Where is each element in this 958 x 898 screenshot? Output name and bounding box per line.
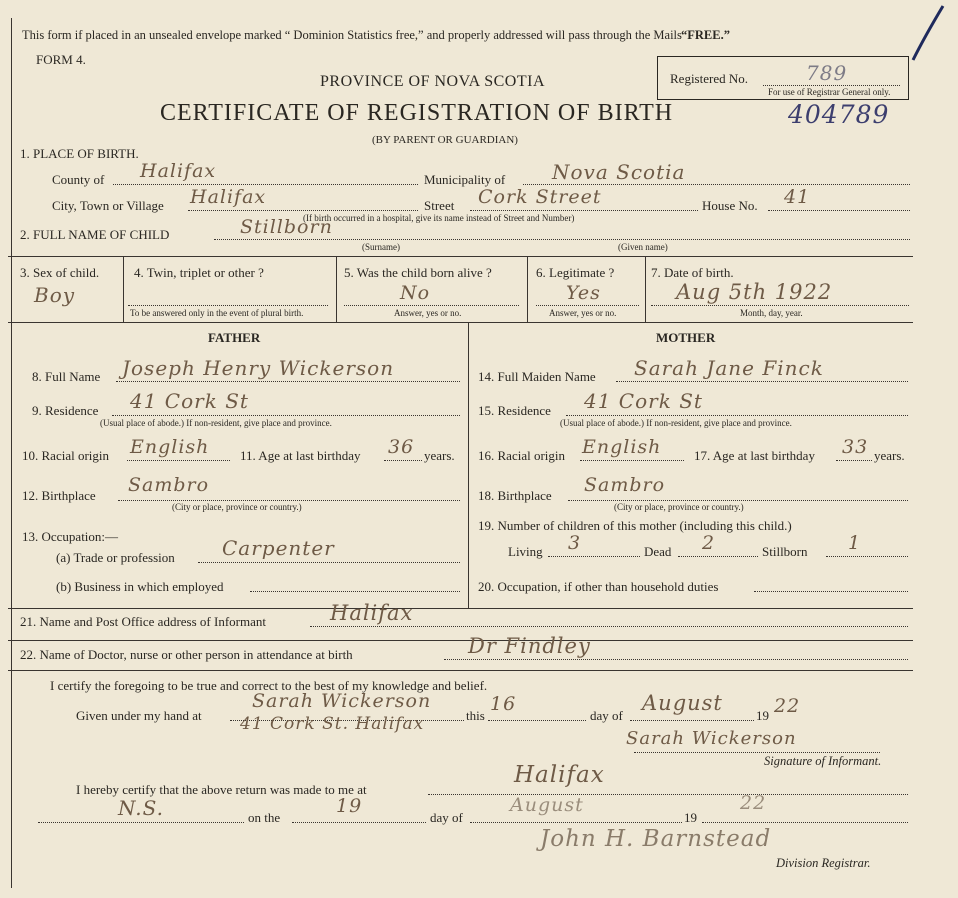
- date-note: Month, day, year.: [740, 308, 803, 318]
- registered-box: [657, 56, 909, 100]
- legit-label: 6. Legitimate ?: [536, 265, 615, 280]
- father-years: years.: [424, 448, 455, 463]
- subtitle: (BY PARENT OR GUARDIAN): [372, 134, 518, 146]
- divider: [527, 256, 528, 322]
- father-name-label: 8. Full Name: [32, 369, 101, 384]
- divider: [8, 256, 913, 257]
- informant-value: Halifax: [330, 601, 414, 625]
- municipality-value: Nova Scotia: [552, 160, 686, 184]
- municipality-label: Municipality of: [424, 172, 506, 187]
- given-label: Given under my hand at: [76, 708, 202, 723]
- given-value: Sarah Wickerson: [252, 690, 432, 712]
- form-number: FORM 4.: [36, 52, 86, 67]
- mother-years: years.: [874, 448, 905, 463]
- father-trade-value: Carpenter: [222, 536, 335, 560]
- hospital-note: (If birth occurred in a hospital, give its name instead of Street and Number): [303, 213, 575, 223]
- mail-free: “FREE.”: [681, 28, 730, 42]
- cert-day-value: 16: [490, 693, 517, 715]
- mother-res-label: 15. Residence: [478, 403, 551, 418]
- sex-label: 3. Sex of child.: [20, 265, 100, 280]
- street-label: Street: [424, 198, 455, 213]
- father-biz-label: (b) Business in which employed: [56, 579, 224, 594]
- registrar-line: I hereby certify that the above return was made to me at: [76, 782, 367, 797]
- divider: [8, 322, 913, 323]
- signature-caption: Signature of Informant.: [764, 754, 882, 768]
- living-label: Living: [508, 544, 543, 559]
- informant-label: 21. Name and Post Office address of Informant: [20, 614, 266, 629]
- father-res-note: (Usual place of abode.) If non-resident, give place and province.: [100, 418, 332, 428]
- registrar-caption: Division Registrar.: [776, 856, 871, 870]
- mother-race-value: English: [582, 436, 662, 458]
- father-trade-label: (a) Trade or profession: [56, 550, 175, 565]
- file-number: 404789: [788, 100, 890, 129]
- legit-note: Answer, yes or no.: [549, 308, 617, 318]
- surname-note: (Surname): [362, 242, 400, 252]
- mother-race-label: 16. Racial origin: [478, 448, 566, 463]
- given-note: (Given name): [618, 242, 668, 252]
- pen-mark: [905, 2, 950, 64]
- registrar-day-value: 19: [336, 795, 363, 817]
- father-res-label: 9. Residence: [32, 403, 99, 418]
- dead-label: Dead: [644, 544, 672, 559]
- mother-children-label: 19. Number of children of this mother (including this child.): [478, 518, 792, 533]
- divider: [336, 256, 337, 322]
- registrar-left-value: N.S.: [118, 796, 164, 820]
- mail-note: This form if placed in an unsealed envelope marked “ Dominion Statistics free,” and properly addressed will pass through the Mails: [22, 28, 682, 42]
- father-bp-value: Sambro: [128, 474, 210, 496]
- child-name-label: 2. FULL NAME OF CHILD: [20, 227, 170, 242]
- sex-value: Boy: [34, 283, 76, 307]
- mother-bp-label: 18. Birthplace: [478, 488, 552, 503]
- province-heading: PROVINCE OF NOVA SCOTIA: [320, 73, 546, 90]
- divider: [8, 640, 913, 641]
- street-value: Cork Street: [478, 186, 602, 208]
- divider: [645, 256, 646, 322]
- registrar-on-label: on the: [248, 810, 281, 825]
- alive-label: 5. Was the child born alive ?: [344, 265, 492, 280]
- dead-value: 2: [702, 532, 716, 554]
- registrar-dayof-label: day of: [430, 810, 463, 825]
- father-bp-label: 12. Birthplace: [22, 488, 96, 503]
- doctor-value: Dr Findley: [468, 634, 591, 658]
- county-value: Halifax: [140, 160, 217, 182]
- page-title: CERTIFICATE OF REGISTRATION OF BIRTH: [160, 100, 674, 126]
- father-age-label: 11. Age at last birthday: [240, 448, 361, 463]
- registrar-signature: John H. Barnstead: [540, 826, 772, 852]
- certify-line: I certify the foregoing to be true and correct to the best of my knowledge and belief.: [50, 678, 488, 693]
- father-age-value: 36: [388, 436, 415, 458]
- twin-note: To be answered only in the event of plural birth.: [130, 308, 304, 318]
- cert-year-value: 22: [774, 695, 801, 717]
- informant-signature: Sarah Wickerson: [626, 728, 797, 749]
- registrar-note: For use of Registrar General only.: [768, 87, 891, 97]
- father-heading: FATHER: [208, 330, 261, 345]
- house-label: House No.: [702, 198, 758, 213]
- mother-heading: MOTHER: [656, 330, 716, 345]
- date-label: 7. Date of birth.: [651, 265, 734, 280]
- mother-bp-value: Sambro: [584, 474, 666, 496]
- child-name-value: Stillborn: [240, 216, 333, 238]
- alive-value: No: [400, 282, 431, 304]
- cert-year-prefix: 19: [756, 708, 769, 723]
- mother-name-value: Sarah Jane Finck: [634, 356, 824, 380]
- divider: [8, 608, 913, 609]
- cert-dayof-label: day of: [590, 708, 623, 723]
- divider: [8, 670, 913, 671]
- given-address: 41 Cork St. Halifax: [240, 714, 425, 734]
- father-bp-note: (City or place, province or country.): [172, 502, 302, 512]
- house-value: 41: [784, 186, 811, 208]
- this-label: this: [466, 708, 485, 723]
- mother-age-label: 17. Age at last birthday: [694, 448, 815, 463]
- column-divider: [468, 322, 469, 608]
- registrar-month-value: August: [510, 794, 584, 816]
- stillborn-label: Stillborn: [762, 544, 808, 559]
- father-race-label: 10. Racial origin: [22, 448, 110, 463]
- father-race-value: English: [130, 436, 210, 458]
- place-section: 1. PLACE OF BIRTH.: [20, 146, 139, 161]
- county-label: County of: [52, 172, 105, 187]
- father-name-value: Joseph Henry Wickerson: [122, 356, 395, 380]
- city-label: City, Town or Village: [52, 198, 164, 213]
- left-border: [11, 18, 12, 888]
- registrar-year-value: 22: [740, 792, 767, 814]
- mother-bp-note: (City or place, province or country.): [614, 502, 744, 512]
- stillborn-value: 1: [848, 532, 862, 554]
- date-value: Aug 5th 1922: [676, 280, 833, 304]
- city-value: Halifax: [190, 186, 267, 208]
- mother-res-value: 41 Cork St: [584, 389, 703, 413]
- mother-name-label: 14. Full Maiden Name: [478, 369, 596, 384]
- alive-note: Answer, yes or no.: [394, 308, 462, 318]
- registrar-year-prefix: 19: [684, 810, 697, 825]
- registered-label: Registered No.: [670, 71, 748, 86]
- father-occ-label: 13. Occupation:—: [22, 529, 119, 544]
- divider: [123, 256, 124, 322]
- mother-res-note: (Usual place of abode.) If non-resident, give place and province.: [560, 418, 792, 428]
- father-res-value: 41 Cork St: [130, 389, 249, 413]
- registered-value: 789: [806, 61, 848, 85]
- doctor-label: 22. Name of Doctor, nurse or other person in attendance at birth: [20, 647, 353, 662]
- registrar-place-value: Halifax: [514, 762, 605, 788]
- cert-month-value: August: [642, 691, 723, 715]
- living-value: 3: [568, 532, 582, 554]
- mother-occ-label: 20. Occupation, if other than household duties: [478, 579, 719, 594]
- twin-label: 4. Twin, triplet or other ?: [134, 265, 264, 280]
- mother-age-value: 33: [842, 436, 869, 458]
- legit-value: Yes: [566, 282, 601, 304]
